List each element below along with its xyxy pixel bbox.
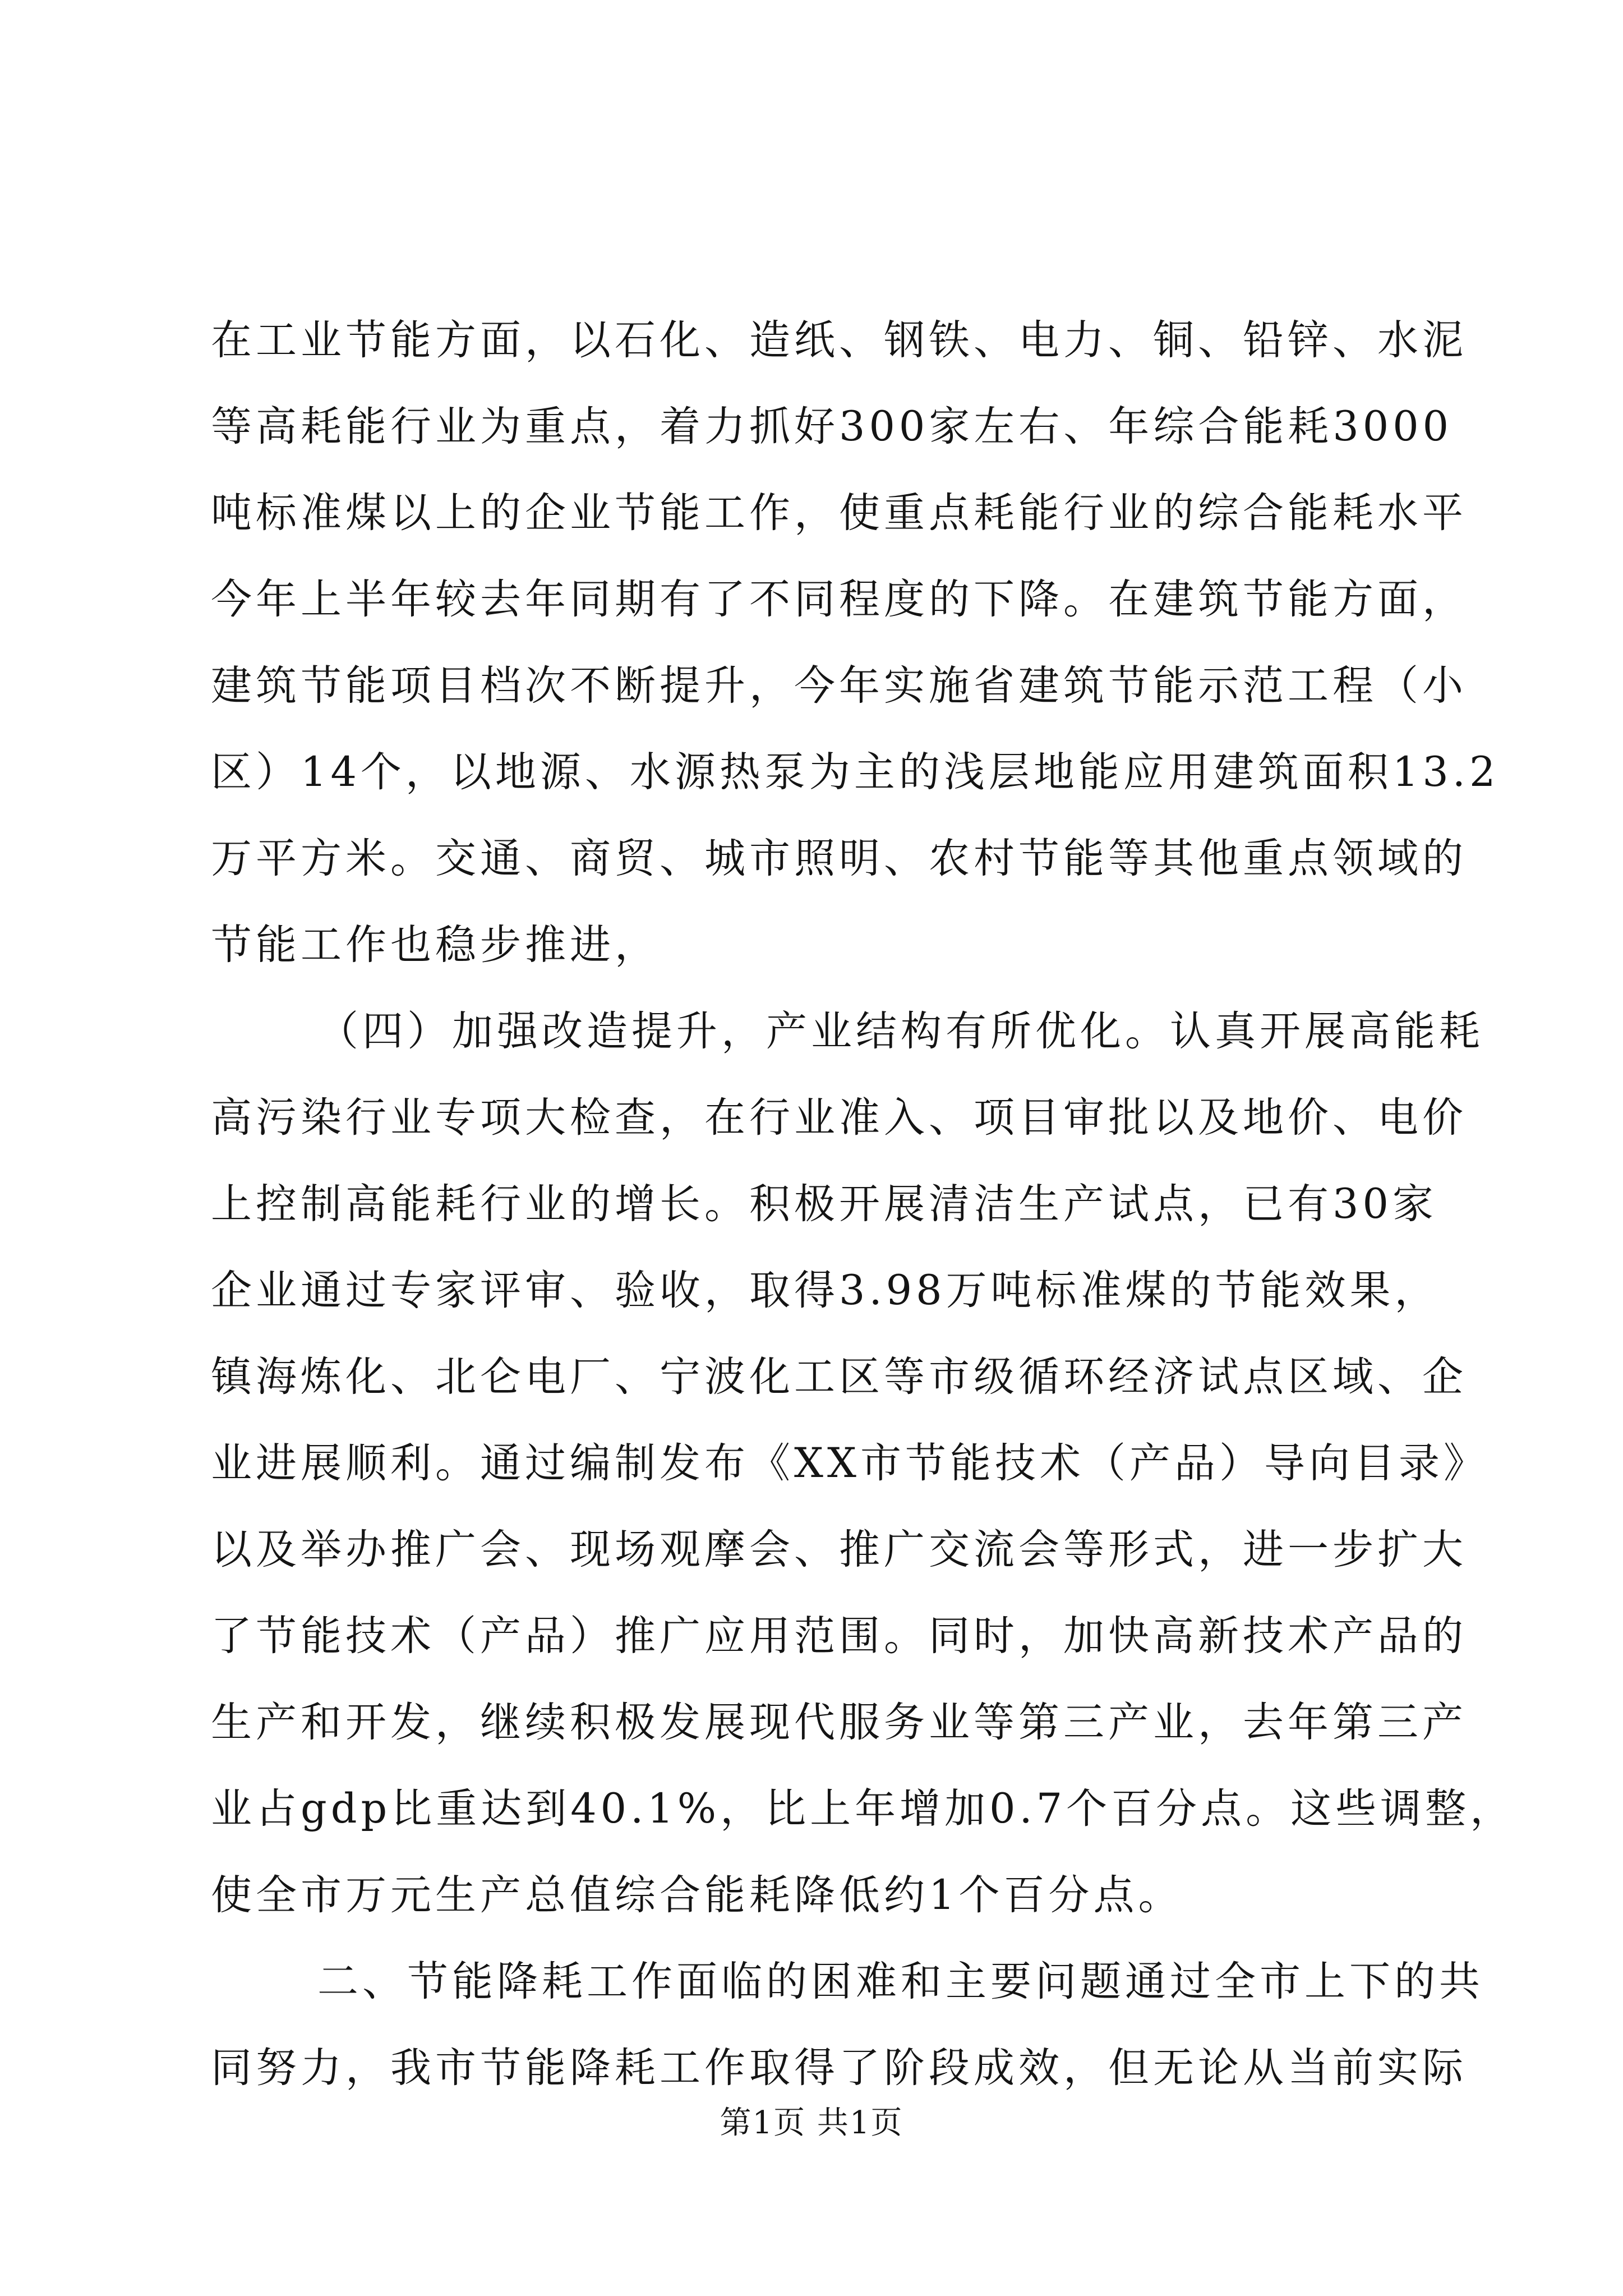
text-line: 万平方米。交通、商贸、城市照明、农村节能等其他重点领域的	[211, 835, 1467, 882]
text-line: 今年上半年较去年同期有了不同程度的下降。在建筑节能方面，	[211, 576, 1467, 623]
text-line: 高污染行业专项大检查，在行业准入、项目审批以及地价、电价	[211, 1094, 1467, 1142]
text-line: 生产和开发，继续积极发展现代服务业等第三产业，去年第三产	[211, 1699, 1467, 1746]
text-line: 吨标准煤以上的企业节能工作，使重点耗能行业的综合能耗水平	[211, 489, 1467, 537]
text-line: 了节能技术（产品）推广应用范围。同时，加快高新技术产品的	[211, 1612, 1467, 1660]
text-line: 业进展顺利。通过编制发布《XX市节能技术（产品）导向目录》	[211, 1439, 1488, 1487]
text-line: 等高耗能行业为重点，着力抓好300家左右、年综合能耗3000	[211, 403, 1453, 450]
document-body	[211, 297, 1515, 2111]
text-line: 上控制高能耗行业的增长。积极开展清洁生产试点，已有30家	[211, 1180, 1437, 1228]
text-line: 建筑节能项目档次不断提升，今年实施省建筑节能示范工程（小	[211, 662, 1467, 710]
text-line: 同努力，我市节能降耗工作取得了阶段成效，但无论从当前实际	[211, 2044, 1467, 2092]
text-line: 使全市万元生产总值综合能耗降低约1个百分点。	[211, 1871, 1183, 1919]
text-line: 企业通过专家评审、验收，取得3.98万吨标准煤的节能效果，	[211, 1267, 1440, 1314]
text-line: 镇海炼化、北仑电厂、宁波化工区等市级循环经济试点区域、企	[211, 1353, 1467, 1401]
paragraph-start-line: 二、节能降耗工作面临的困难和主要问题通过全市上下的共	[317, 1958, 1484, 2005]
text-line: 节能工作也稳步推进，	[211, 921, 660, 969]
page-footer: 第1页 共1页	[720, 2105, 903, 2141]
text-line: 区）14个，以地源、水源热泵为主的浅层地能应用建筑面积13.2	[211, 748, 1500, 796]
paragraph-start-line: （四）加强改造提升，产业结构有所优化。认真开展高能耗	[317, 1007, 1484, 1055]
text-line: 在工业节能方面，以石化、造纸、钢铁、电力、铜、铅锌、水泥	[211, 316, 1467, 364]
text-line: 业占gdp比重达到40.1%，比上年增加0.7个百分点。这些调整，	[211, 1785, 1515, 1833]
text-line: 以及举办推广会、现场观摩会、推广交流会等形式，进一步扩大	[211, 1526, 1467, 1573]
